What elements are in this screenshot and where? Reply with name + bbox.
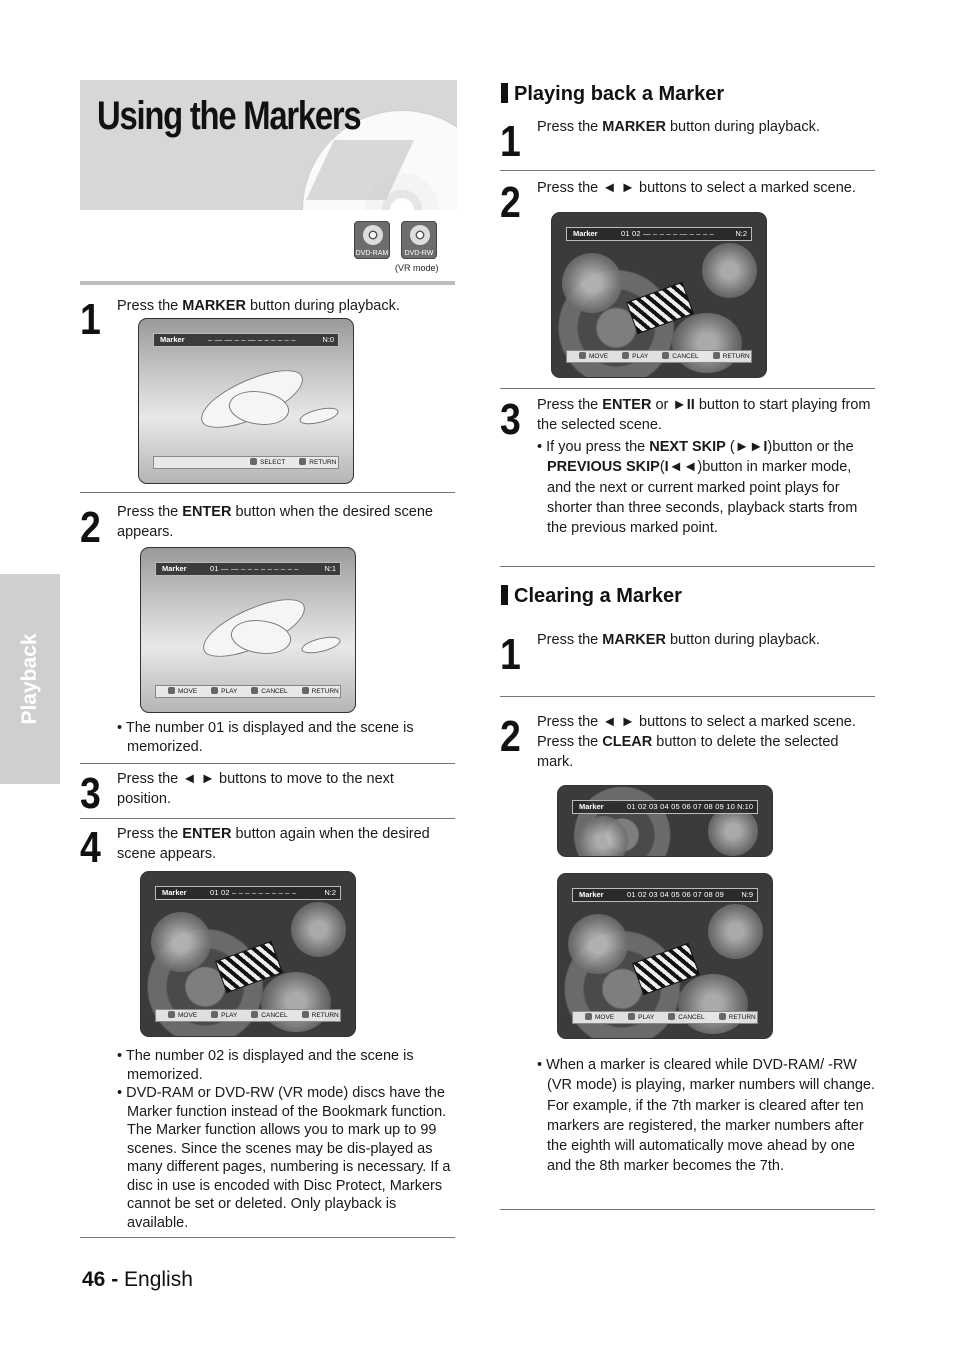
control-bar: MOVE PLAY CANCEL RETURN (155, 685, 341, 698)
page-title: Using the Markers (97, 94, 361, 138)
step-text: Press the ENTER button again when the desired scene appears. (117, 826, 430, 862)
divider (80, 492, 455, 493)
vr-mode-note: (VR mode) (395, 263, 439, 273)
step-number: 2 (80, 503, 101, 552)
screen-marker-one (140, 547, 356, 713)
marker-bar: Marker – — — – – — – – – – – – N:0 (153, 333, 339, 347)
screen-marker-two (140, 871, 356, 1037)
dvd-rw-icon: DVD-RW (401, 221, 437, 259)
step-number: 1 (500, 630, 521, 679)
marker-bar: Marker 01 02 03 04 05 06 07 08 09 N:9 (572, 888, 758, 902)
note: • DVD-RAM or DVD-RW (VR mode) discs have the Marker function instead of the Bookmark function. The Marker function allows you to mark up to 99 scenes. Since the scenes may be dis-played as many different pages, numbering is necessary. If a disc in use is encoded with Disc Protect, Markers cannot be set or deleted. Only playback is available. (117, 1085, 451, 1231)
screen-marker-empty (138, 318, 354, 484)
step-text: Press the ◄ ► buttons to select a marked scene. Press the CLEAR button to delete the selected mark. (537, 714, 856, 770)
marker-bar: Marker 01 02 — – – – – — – – – – N:2 (566, 227, 752, 241)
step-number: 1 (500, 117, 521, 166)
divider (500, 170, 875, 171)
section-heading: Playing back a Marker (501, 83, 724, 106)
divider (500, 388, 875, 389)
divider (80, 1237, 455, 1238)
page-number: 46 - English (82, 1268, 193, 1291)
divider (80, 818, 455, 819)
divider (500, 696, 875, 697)
side-tab (0, 574, 60, 784)
step-number: 3 (500, 395, 521, 444)
side-tab-label: Playback (18, 633, 41, 725)
step-number: 1 (80, 295, 101, 344)
dvd-ram-icon: DVD-RAM (354, 221, 390, 259)
screen-playback-marker (551, 212, 767, 378)
section-heading: Clearing a Marker (501, 585, 682, 608)
title-banner (80, 80, 457, 210)
divider (80, 763, 455, 764)
marker-bar: Marker 01 — — – – – – – – – – – N:1 (155, 562, 341, 576)
divider (500, 566, 875, 567)
note: • The number 02 is displayed and the scene is memorized. (117, 1048, 414, 1083)
control-bar: MOVE PLAY CANCEL RETURN (572, 1011, 758, 1024)
step-text: Press the MARKER button during playback. (537, 632, 820, 648)
marker-bar: Marker 01 02 03 04 05 06 07 08 09 10 N:10 (572, 800, 758, 814)
step-number: 3 (80, 769, 101, 818)
step-number: 2 (500, 178, 521, 227)
control-bar: MOVE PLAY CANCEL RETURN (155, 1009, 341, 1022)
screen-marker-nine (557, 873, 773, 1039)
step-text: Press the MARKER button during playback. (117, 298, 400, 314)
step-text: Press the MARKER button during playback. (537, 119, 820, 135)
note: • The number 01 is displayed and the scene is memorized. (117, 720, 414, 755)
step-number: 4 (80, 823, 101, 872)
note: • When a marker is cleared while DVD-RAM/ -RW (VR mode) is playing, marker numbers will change. For example, if the 7th marker is cleared after ten markers are registered, the marker numbers after the eighth will automatically move ahead by one and the 8th marker becomes the 7th. (537, 1057, 875, 1175)
marker-bar: Marker 01 02 – – – – – – – – – – N:2 (155, 886, 341, 900)
divider (500, 1209, 875, 1210)
control-bar: SELECT RETURN (153, 456, 339, 469)
step-text: Press the ◄ ► buttons to select a marked scene. (537, 180, 856, 196)
step-text: Press the ◄ ► buttons to move to the next position. (117, 771, 394, 807)
step-text: Press the ENTER button when the desired scene appears. (117, 504, 433, 540)
divider (80, 281, 455, 285)
control-bar: MOVE PLAY CANCEL RETURN (566, 350, 752, 363)
step-text: Press the ENTER or ►II button to start playing from the selected scene. (537, 397, 871, 433)
step-number: 2 (500, 712, 521, 761)
screen-marker-ten (557, 785, 773, 857)
note: • If you press the NEXT SKIP (►►I)button or the PREVIOUS SKIP(I◄◄)button in marker mode, and the next or current marked point plays for shorter than three seconds, playback starts from the previous marked point. (537, 439, 858, 537)
